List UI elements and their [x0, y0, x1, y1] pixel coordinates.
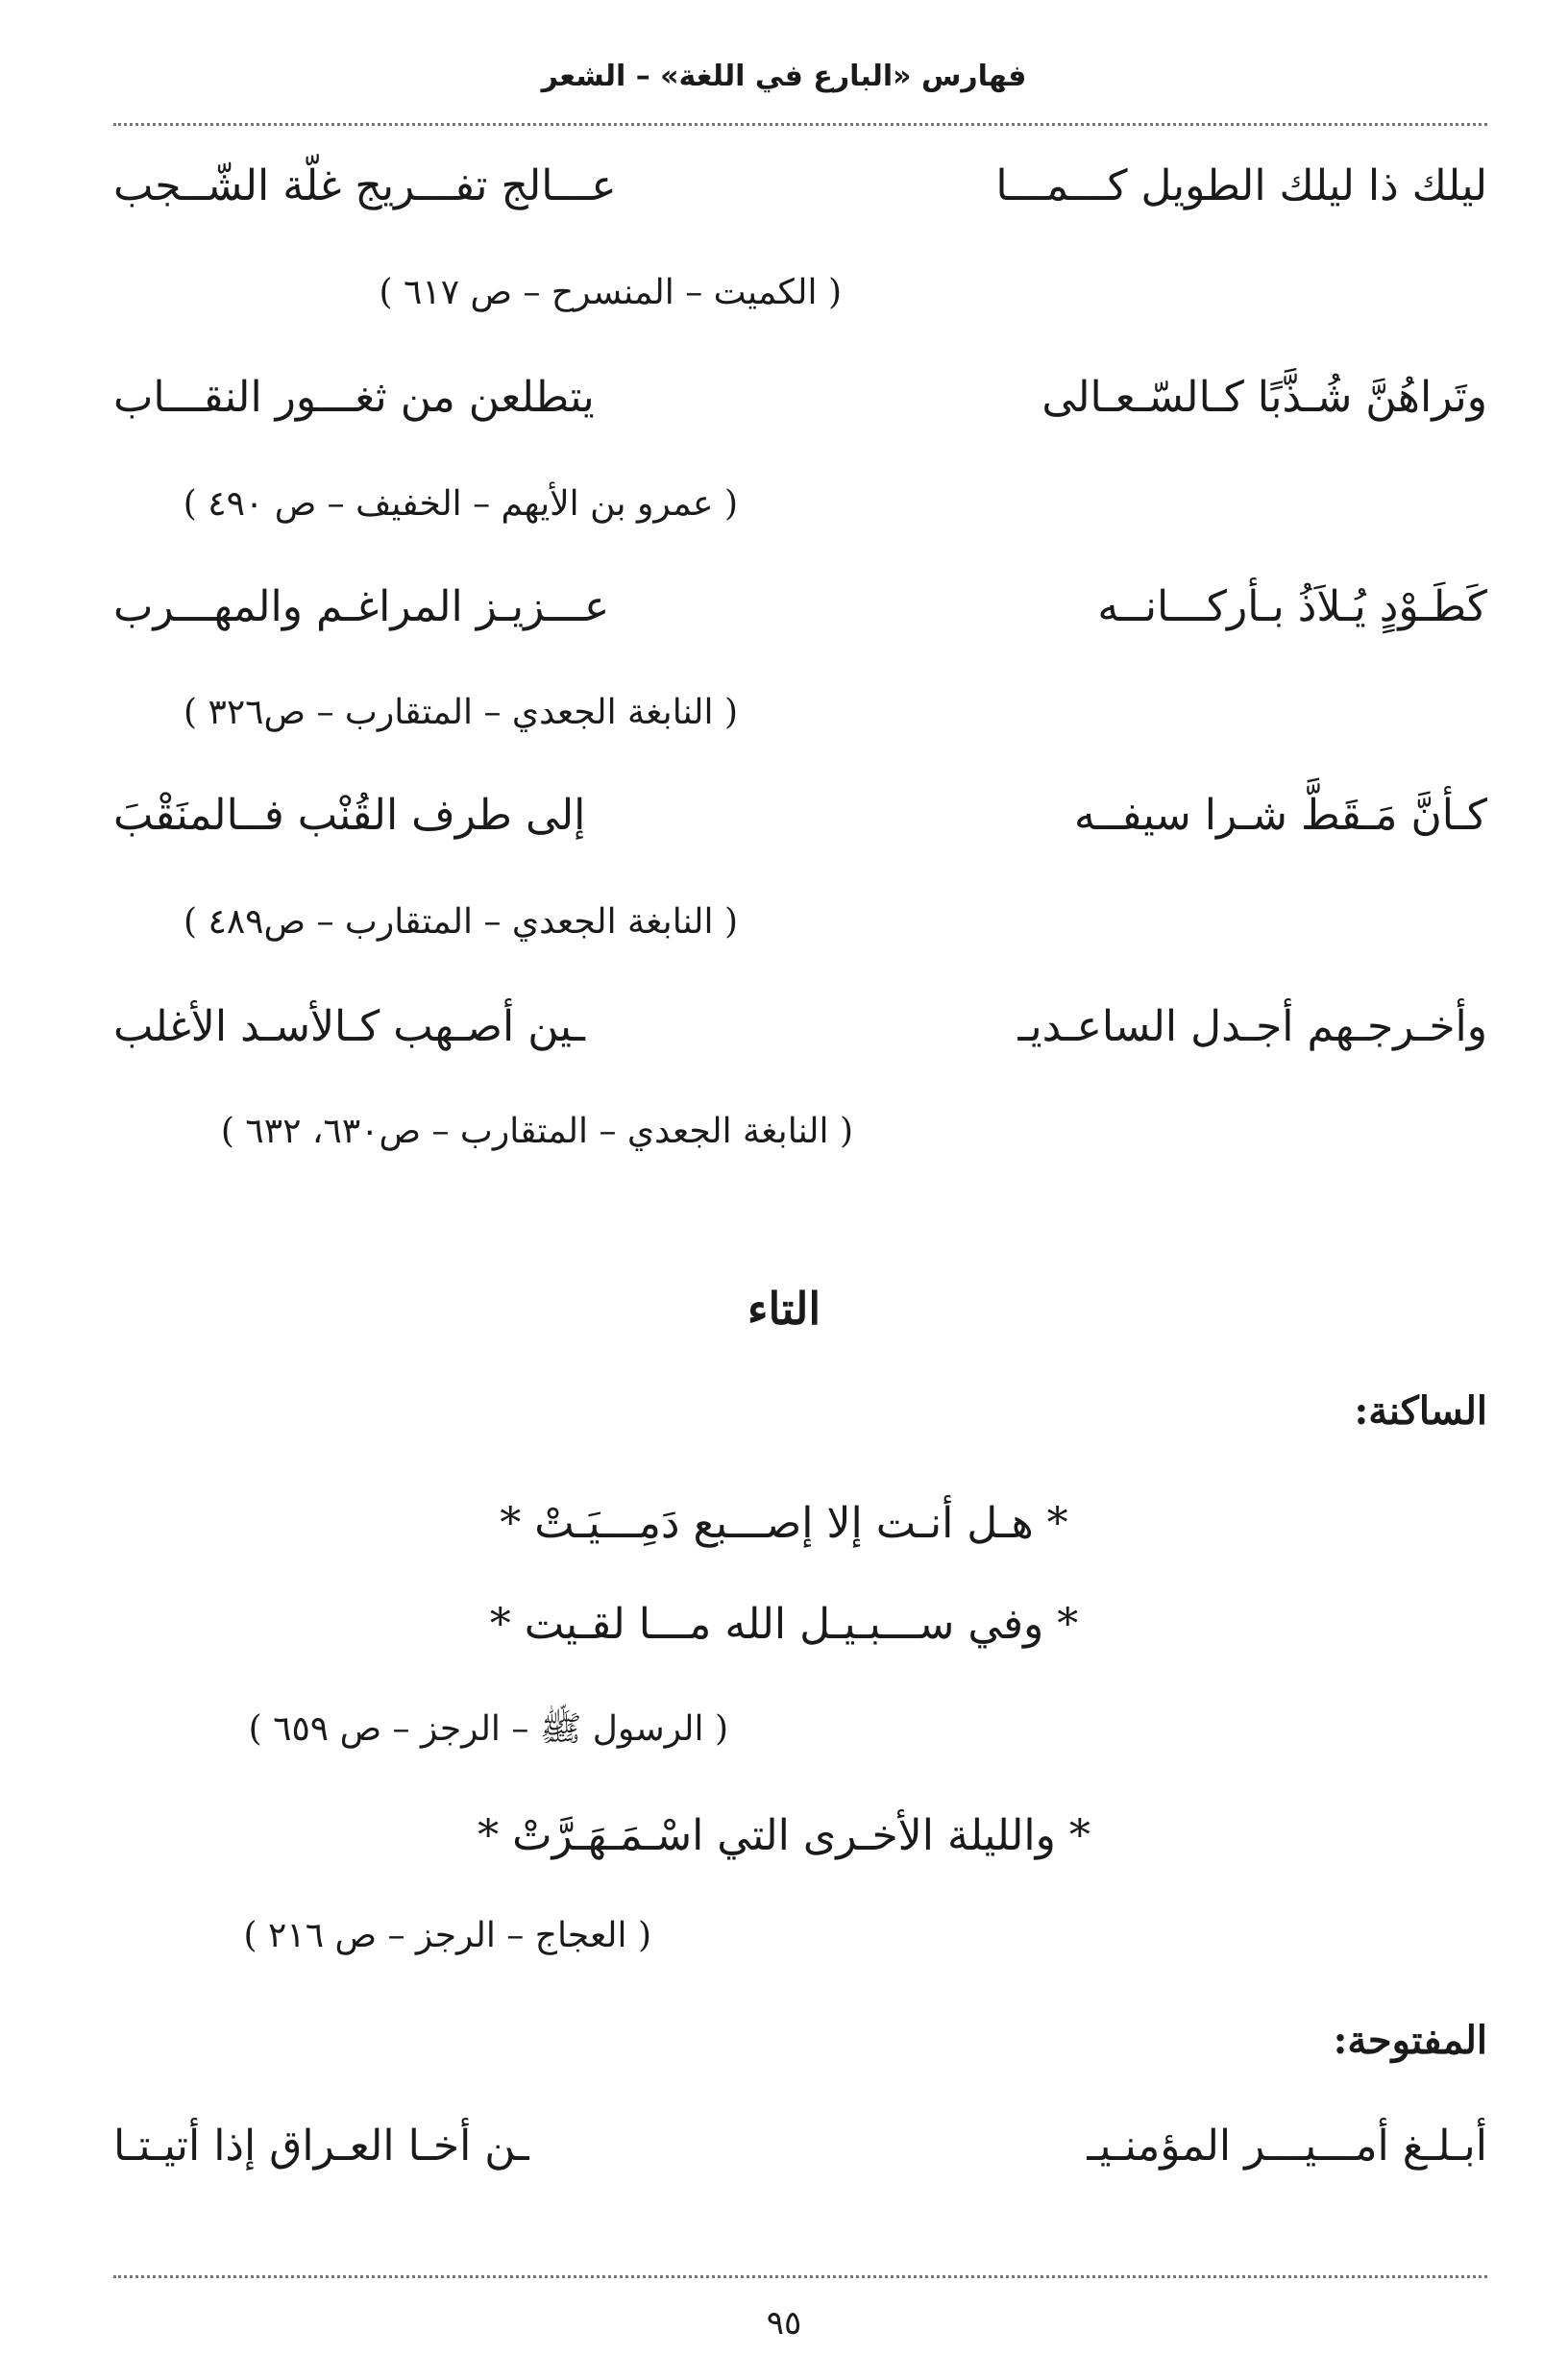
header-rule	[113, 123, 1487, 126]
verse-first-hemistich: كَطَـوْدٍ يُـلاَذُ بـأركـــانــه	[1097, 582, 1487, 631]
rajaz-line: * والليلة الأخـرى التي اسْـمَـهَـرَّتْ *	[478, 1811, 1090, 1860]
verse-citation: ( عمرو بن الأيهم – الخفيف – ص ٤٩٠ )	[183, 484, 738, 524]
rajaz-citation: ( الرسول ﷺ – الرجز – ص ٦٥٩ )	[248, 1709, 728, 1749]
verse-citation: ( النابغة الجعدي – المتقارب – ص٤٨٩ )	[184, 902, 738, 942]
rajaz-line: * وفي ســـبـيـل الله مـــا لقـيت *	[489, 1600, 1079, 1649]
verse-second-hemistich: عـــزيـز المراغـم والمهـــرب	[113, 582, 610, 631]
rajaz-line: * هـل أنـت إلا إصـــبع دَمِـــيَـتْ *	[500, 1499, 1068, 1548]
verse-second-hemistich: يتطلعن من ثغـــور النقـــاب	[113, 373, 595, 422]
verse-citation: ( الكميت – المنسرح – ص ٦١٧ )	[379, 273, 842, 312]
verse-second-hemistich: ـن أخـا العـراق إذا أتيـتـا	[113, 2122, 529, 2171]
verse-second-hemistich: ـين أصـهب كـالأسـد الأغلب	[113, 1002, 585, 1051]
verse-second-hemistich: إلى طرف القُنْب فــالمنَقْبَ	[113, 791, 586, 840]
verse-first-hemistich: ليلك ذا ليلك الطويل كـــمـــا	[995, 161, 1487, 210]
page-number: ٩٥	[766, 2304, 802, 2343]
subsection-label-sakina: الساكنة:	[1354, 1388, 1487, 1434]
subsection-label-maftuha: المفتوحة:	[1333, 2018, 1487, 2063]
verse-first-hemistich: كـأنَّ مَـقَطَّ شـرا سيفــه	[1073, 791, 1487, 840]
rajaz-citation: ( العجاج – الرجز – ص ٢١٦ )	[243, 1916, 651, 1955]
verse-first-hemistich: وتَراهُنَّ شُـذَّبًا كـالسّـعـالى	[1041, 373, 1487, 422]
verse-first-hemistich: وأخـرجـهم أجـدل الساعـديـ	[1017, 1002, 1487, 1051]
verse-second-hemistich: عـــالج تفـــريج غلّة الشّــجب	[113, 161, 617, 210]
verse-citation: ( النابغة الجعدي – المتقارب – ص٣٢٦ )	[184, 693, 738, 732]
running-head: فهارس «البارع في اللغة» – الشعر	[541, 60, 1027, 93]
verse-citation: ( النابغة الجعدي – المتقارب – ص٦٣٠، ٦٣٢ )	[220, 1112, 853, 1151]
footer-rule	[113, 2275, 1487, 2278]
section-title: التاء	[747, 1283, 821, 1335]
verse-first-hemistich: أبـلـغ أمـــيـــر المؤمنـيـ	[1087, 2122, 1487, 2171]
